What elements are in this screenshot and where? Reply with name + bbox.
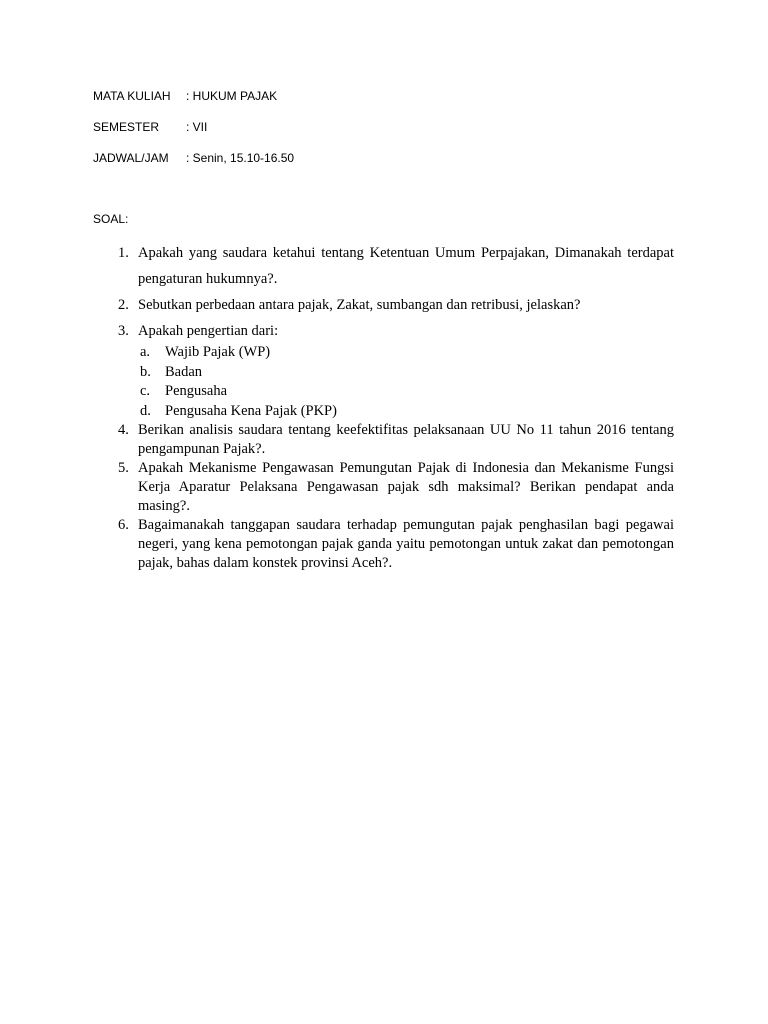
sub-item — [140, 363, 674, 383]
question-number: 2. — [118, 297, 129, 313]
header-row-jadwal — [93, 151, 294, 165]
sub-letter: c. — [140, 383, 151, 399]
question-item — [118, 516, 674, 573]
question-item — [118, 421, 674, 459]
question-number: 1. — [118, 245, 129, 261]
question-item — [118, 292, 674, 318]
sub-letter: b. — [140, 363, 151, 380]
header-row-mata-kuliah — [93, 89, 277, 103]
question-text: Apakah yang saudara ketahui tentang Ketentuan Umum Perpajakan, Dimanakah terdapat pengaturan hukumnya?. — [138, 245, 674, 287]
header-label: SEMESTER — [93, 120, 160, 134]
header-row-semester — [93, 120, 207, 134]
question-list — [118, 240, 674, 573]
question-item — [118, 240, 674, 292]
header-value: : HUKUM PAJAK — [186, 89, 278, 103]
sub-text: Pengusaha — [165, 383, 228, 399]
sub-letter: a. — [140, 344, 151, 360]
soal-heading: SOAL: — [93, 212, 129, 226]
question-text: Bagaimanakah tanggapan saudara terhadap pemungutan pajak penghasilan bagi pegawai negeri, yang kena pemotongan pajak ganda yaitu pemotongan untuk zakat dan pemotongan pajak, bahas dalam konstek provinsi Aceh?. — [138, 517, 674, 571]
question-text: Berikan analisis saudara tentang keefektifitas pelaksanaan UU No 11 tahun 2016 tentang pengampunan Pajak?. — [138, 422, 674, 457]
sub-item — [140, 382, 674, 402]
header-value: : VII — [186, 120, 208, 134]
sub-letter: d. — [140, 402, 151, 419]
sub-item — [140, 343, 674, 363]
sub-list — [140, 343, 674, 421]
header-label: JADWAL/JAM — [93, 151, 169, 165]
question-item — [118, 318, 674, 344]
question-number: 5. — [118, 460, 129, 476]
question-text: Sebutkan perbedaan antara pajak, Zakat, sumbangan dan retribusi, jelaskan? — [138, 297, 581, 313]
question-number: 6. — [118, 517, 129, 533]
sub-text: Wajib Pajak (WP) — [165, 344, 271, 360]
question-item — [118, 459, 674, 516]
question-number: 4. — [118, 422, 129, 438]
question-text: Apakah Mekanisme Pengawasan Pemungutan Pajak di Indonesia dan Mekanisme Fungsi Kerja Aparatur Pelaksana Pengawasan pajak sdh maksimal? Berikan pendapat anda masing?. — [138, 460, 674, 514]
sub-text: Badan — [165, 363, 203, 380]
header-label: MATA KULIAH — [93, 89, 171, 103]
question-text: Apakah pengertian dari: — [138, 323, 279, 339]
sub-item — [140, 402, 674, 422]
sub-text: Pengusaha Kena Pajak (PKP) — [165, 402, 337, 419]
header-value: : Senin, 15.10-16.50 — [186, 151, 295, 165]
question-number: 3. — [118, 323, 129, 339]
